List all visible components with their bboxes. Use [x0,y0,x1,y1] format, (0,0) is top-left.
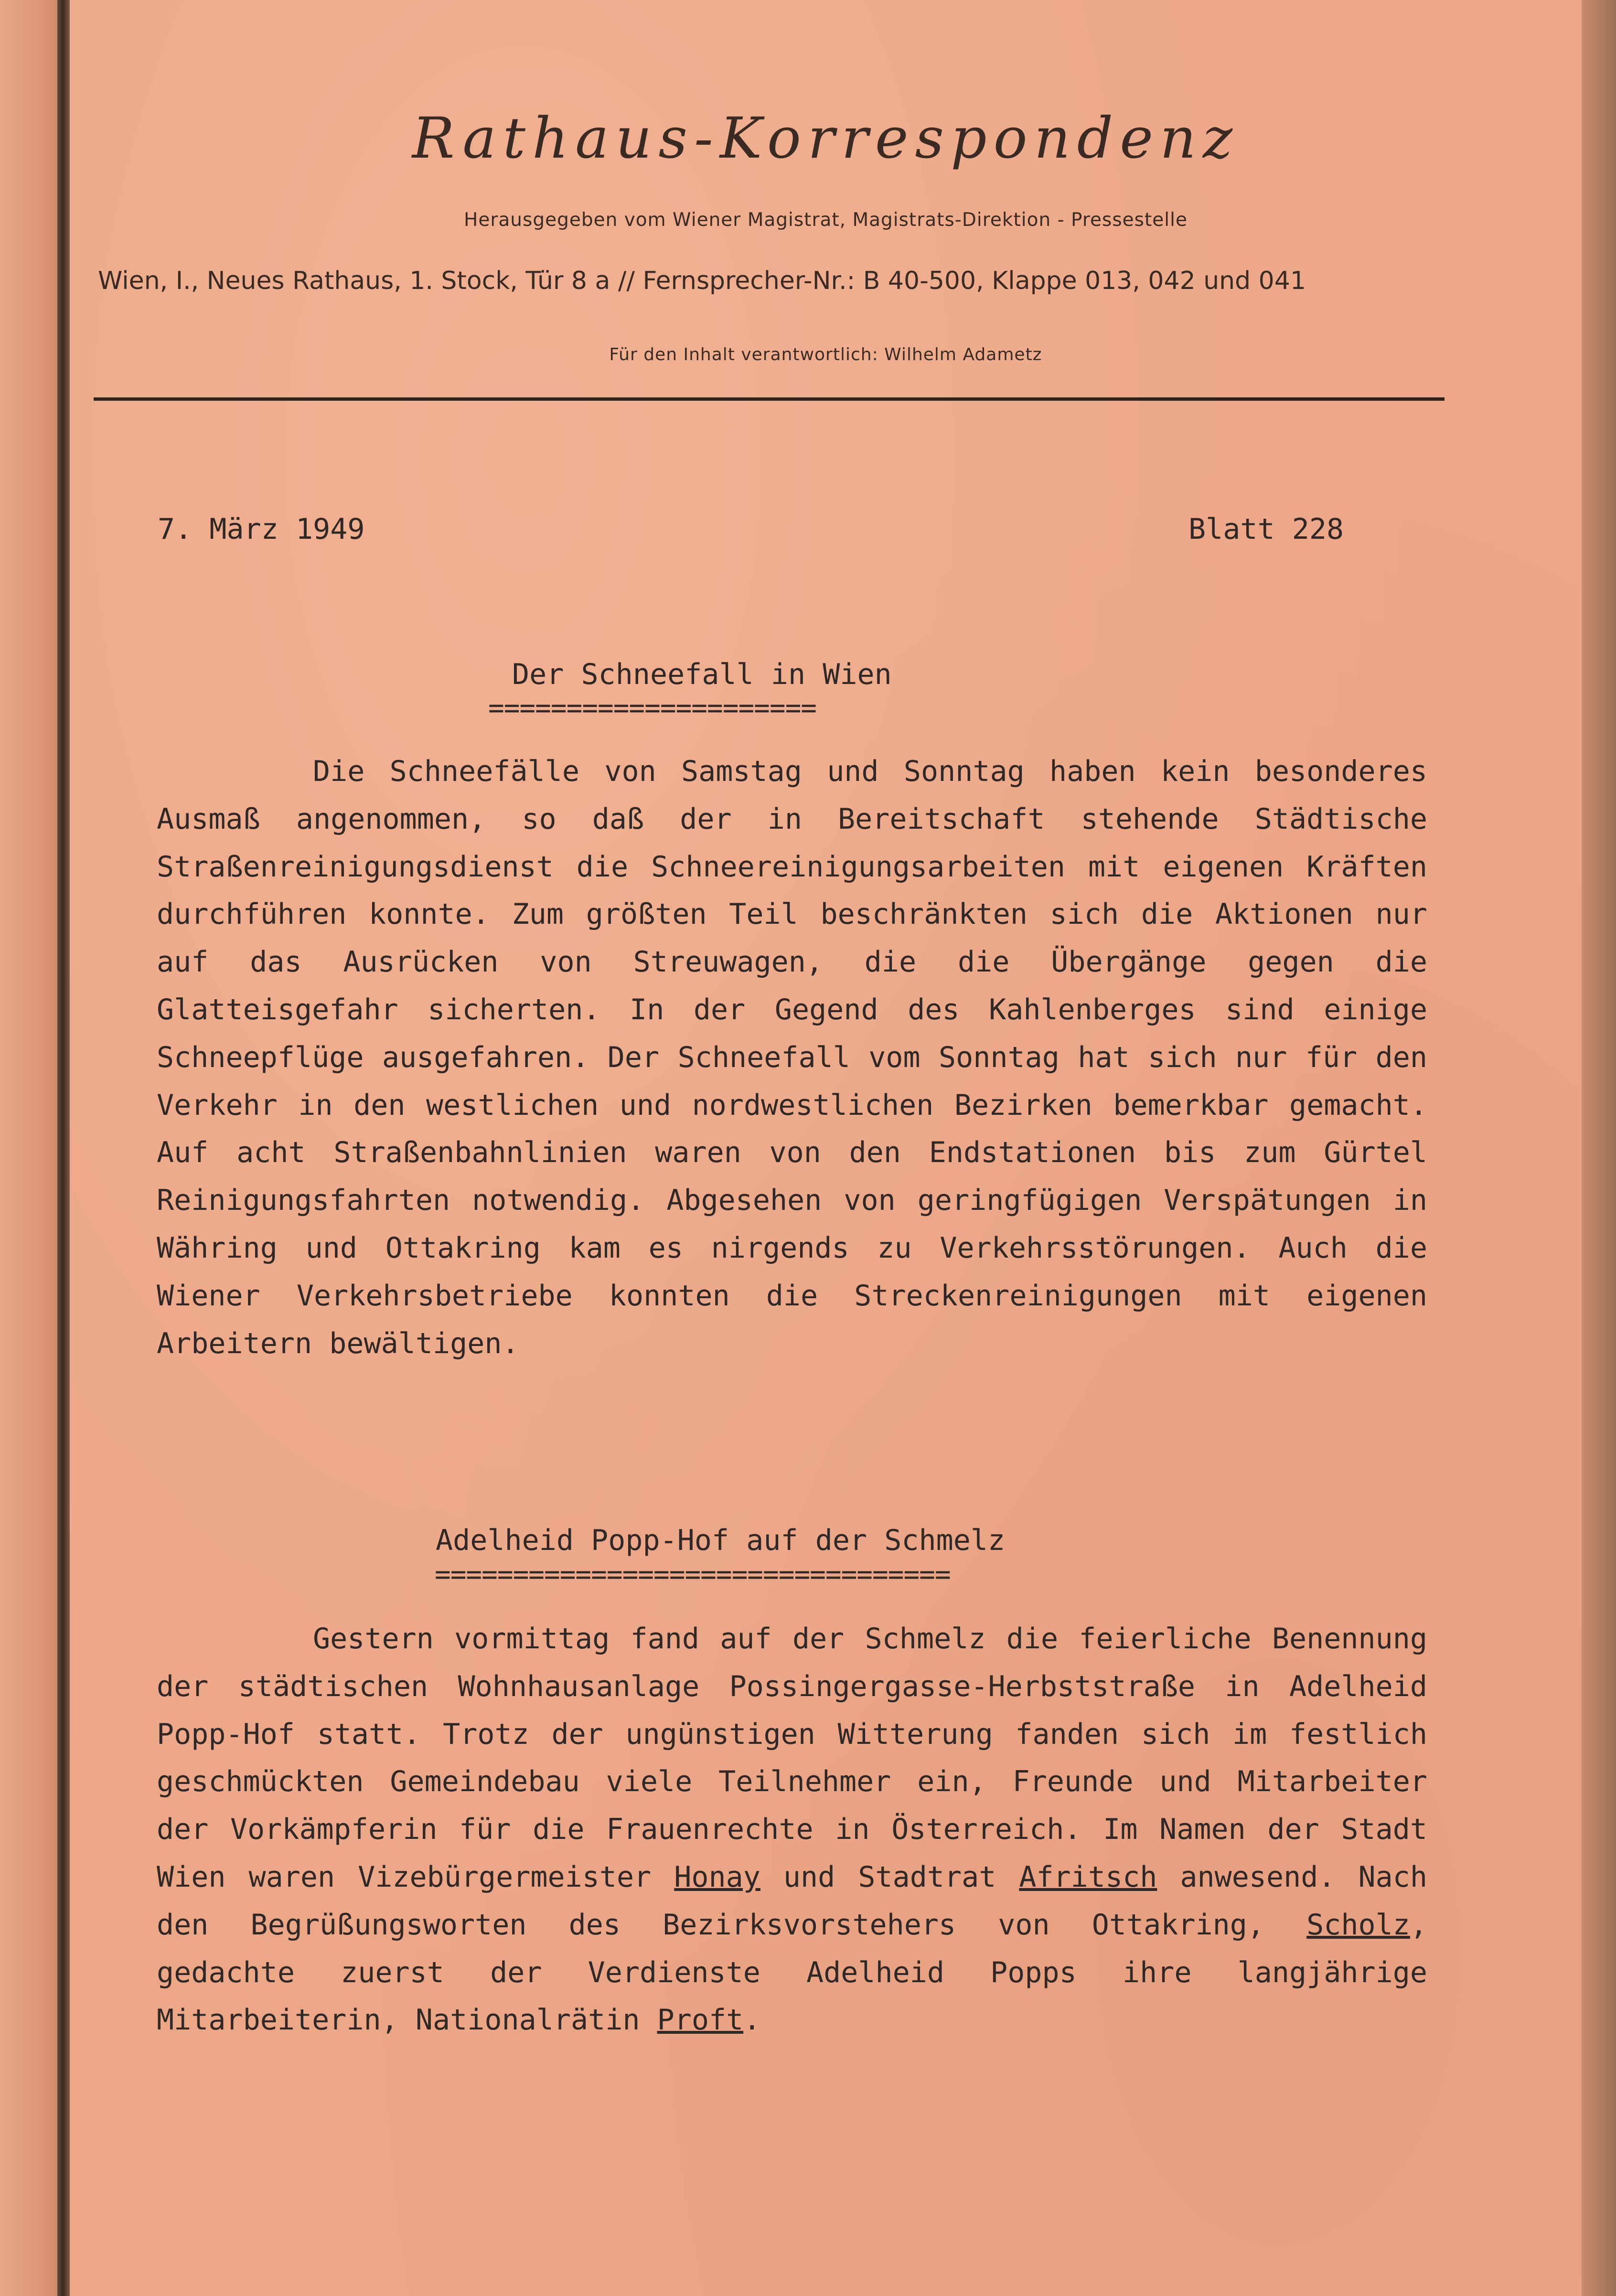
article-2-body [157,1615,1427,2044]
article-2-body-text: . [743,2003,761,2037]
article-1-title-underline: ===================== [488,693,817,724]
article-2-body-text: anwesend. Nach den Begrüßungsworten des Bezirksvorstehers von Ottakring, [157,1860,1427,1942]
article-1-body: Die Schneefälle von Samstag und Sonntag haben kein besonderes Ausmaß angenommen, so daß der in Bereitschaft stehende Städtische Straßenreinigungsdienst die Schneereinigungsarbeiten mit eigenen Kräften durchführen konnte. Zum größten Teil beschränkten sich die Aktionen nur auf das Ausrücken von Streuwagen, die die Übergänge gegen die Glatteisgefahr sicherten. In der Gegend des Kahlenberges sind einige Schneepflüge ausgefahren. Der Schneefall vom Sonntag hat sich nur für den Verkehr in den westlichen und nordwestlichen Bezirken bemerkbar gemacht. Auf acht Straßenbahnlinien waren von den Endstationen bis zum Gürtel Reinigungsfahrten notwendig. Abgesehen von geringfügigen Verspätungen in Währing und Ottakring kam es nirgends zu Verkehrsstörungen. Auch die Wiener Verkehrsbetriebe konnten die Streckenreinigungen mit eigenen Arbeitern bewältigen. [157,755,1427,1360]
article-2-title-underline: ================================= [435,1559,951,1590]
name-afritsch: Afritsch [1019,1860,1157,1894]
article-2-title: Adelheid Popp-Hof auf der Schmelz [436,1524,1006,1557]
name-honay: Honay [674,1860,760,1894]
article-1-title: Der Schneefall in Wien [512,658,892,691]
sheet-number: Blatt 228 [1188,513,1344,546]
document-date: 7. März 1949 [158,513,365,546]
masthead-title: Rathaus-Korrespondenz [412,105,1240,171]
name-scholz: Scholz [1306,1908,1410,1942]
binding-gutter [57,0,70,2296]
article-2-body-text: Gestern vormittag fand auf der Schmelz die feierliche Benennung der städtischen Wohnhausanlage Possingergasse-Herbststraße in Adelheid Popp-Hof statt. Trotz der ungünstigen Witterung fanden sich im festlich geschmückten Gemeindebau viele Teilnehmer ein, Freunde und Mitarbeiter der Vorkämpferin für die Frauenrechte in Österreich. Im Namen der Stadt Wien waren Vizebürgermeister [157,1622,1427,1894]
masthead-rule [94,397,1445,401]
previous-page-edge [0,0,67,2296]
masthead-responsible: Für den Inhalt verantwortlich: Wilhelm Adametz [609,345,1042,364]
masthead-address: Wien, I., Neues Rathaus, 1. Stock, Tür 8 a // Fernsprecher-Nr.: B 40-500, Klappe 013, 042 und 041 [98,267,1306,295]
article-2-body-text: , gedachte zuerst der Verdienste Adelheid Popps ihre langjährige Mitarbeiterin, Nationalrätin [157,1908,1427,2037]
masthead-publisher: Herausgegeben vom Wiener Magistrat, Magistrats-Direktion - Pressestelle [464,209,1188,231]
name-proft: Proft [657,2003,744,2037]
article-2-body-text: und Stadtrat [760,1860,1019,1894]
page-stack-edge [1582,0,1616,2296]
